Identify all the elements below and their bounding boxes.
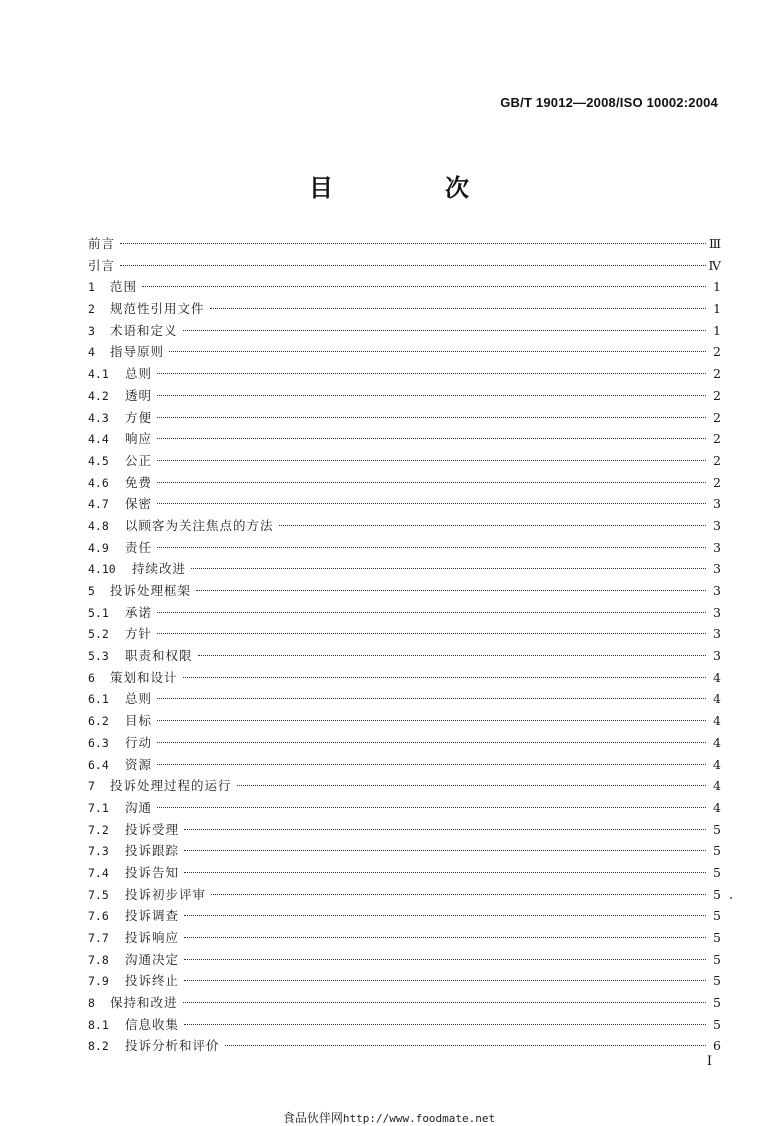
toc-entry-page: 5: [713, 886, 721, 902]
toc-dot-leader: [184, 915, 706, 916]
toc-entry: [88, 949, 721, 971]
toc-entry-number: 4.10: [88, 562, 116, 577]
toc-dot-leader: [183, 677, 706, 678]
toc-entry: [88, 363, 721, 385]
toc-entry-label: 沟通决定: [125, 951, 180, 967]
toc-entry-number: 7.2: [88, 822, 109, 837]
toc-entry-label: 资源: [125, 756, 153, 772]
toc-entry: [88, 710, 721, 732]
toc-entry-number: 4.7: [88, 497, 109, 512]
toc-entry-page: 5: [713, 930, 721, 945]
toc-entry: [88, 385, 721, 407]
toc-entry-page: 2: [713, 344, 721, 360]
toc-entry-number: 4.4: [88, 432, 109, 447]
toc-entry-page: 4: [713, 669, 721, 685]
toc-entry: [88, 1035, 721, 1057]
toc-entry-number: 4.3: [88, 410, 109, 425]
toc-dot-leader: [184, 980, 706, 981]
toc-dot-leader: [183, 330, 706, 331]
watermark: [0, 1109, 778, 1126]
toc-entry-number: 4: [88, 345, 95, 360]
toc-entry: [88, 407, 721, 429]
toc-entry-label: 持续改进: [132, 561, 187, 577]
toc-entry-label: 免费: [125, 474, 153, 490]
toc-dot-leader: [157, 547, 706, 548]
toc-entry-number: 8.2: [88, 1039, 109, 1054]
toc-entry-page: 5: [713, 1016, 721, 1032]
toc-entry-label: 投诉响应: [125, 930, 180, 945]
toc-entry-number: 3: [88, 323, 95, 338]
toc-entry-page: 1: [713, 301, 721, 317]
toc-entry: [88, 472, 721, 494]
toc-entry-label: 投诉跟踪: [125, 843, 180, 859]
toc-entry-page: 1: [713, 322, 721, 338]
toc-entry-page: 4: [713, 756, 721, 772]
toc-entry: [88, 840, 721, 862]
watermark-url: http://www.foodmate.net: [342, 1112, 496, 1125]
toc-dot-leader: [225, 1045, 706, 1046]
toc-entry-label: 总则: [125, 366, 153, 382]
scan-speck: [730, 897, 732, 899]
toc-entry-number: 6.2: [88, 714, 109, 729]
toc-entry-page: 5: [713, 821, 721, 837]
toc-entry: [88, 255, 721, 277]
toc-dot-leader: [198, 655, 706, 656]
toc-entry-page: 3: [713, 583, 721, 598]
toc-entry-number: 5.2: [88, 627, 109, 642]
toc-entry-number: 7.1: [88, 800, 109, 815]
toc-entry-page: 3: [713, 496, 721, 512]
toc-entry-page: 3: [713, 517, 721, 533]
toc-entry-label: 透明: [125, 387, 153, 403]
toc-entry: [88, 905, 721, 927]
toc-entry-page: 3: [713, 648, 721, 664]
toc-entry-label: 沟通: [125, 799, 153, 815]
toc-entry-number: 4.8: [88, 518, 109, 533]
toc-entry-number: 7.5: [88, 887, 109, 902]
toc-dot-leader: [157, 417, 706, 418]
toc-entry: [88, 580, 721, 602]
toc-entry-label: 保持和改进: [110, 995, 178, 1011]
toc-entry-page: 5: [713, 951, 721, 967]
toc-entry-number: 6.4: [88, 757, 109, 772]
toc-dot-leader: [157, 373, 706, 374]
toc-entry: [88, 732, 721, 754]
toc-entry: [88, 927, 721, 949]
toc-entry-label: 范围: [110, 279, 138, 295]
toc-entry-page: Ⅳ: [708, 257, 721, 273]
toc-entry-number: 1: [88, 280, 95, 295]
toc-dot-leader: [184, 1024, 706, 1025]
toc-entry: [88, 970, 721, 992]
toc-entry-label: 投诉受理: [125, 821, 180, 837]
toc-dot-leader: [169, 351, 706, 352]
toc-entry-number: 7.3: [88, 844, 109, 859]
toc-entry-label: 投诉处理框架: [110, 583, 192, 598]
toc-entry-page: 3: [713, 561, 721, 577]
toc-entry: [88, 428, 721, 450]
toc-entry-page: 3: [713, 539, 721, 555]
toc-dot-leader: [237, 785, 706, 786]
toc-dot-leader: [210, 308, 706, 309]
toc-entry-label: 承诺: [125, 604, 153, 620]
toc-entry-number: 7.6: [88, 909, 109, 924]
toc-entry-number: 4.9: [88, 540, 109, 555]
toc-entry: [88, 602, 721, 624]
toc-entry-label: 投诉处理过程的运行: [110, 778, 232, 794]
toc-entry-page: 5: [713, 995, 721, 1011]
table-of-contents: [88, 233, 721, 1057]
toc-entry-page: 2: [713, 366, 721, 382]
toc-dot-leader: [184, 850, 706, 851]
toc-entry-page: 4: [713, 799, 721, 815]
toc-entry-label: 指导原则: [110, 344, 165, 360]
toc-entry: [88, 298, 721, 320]
toc-entry-number: 4.1: [88, 367, 109, 382]
toc-entry-page: 3: [713, 604, 721, 620]
toc-entry-number: 8: [88, 996, 95, 1011]
toc-entry-number: 4.2: [88, 388, 109, 403]
toc-entry-number: 5.1: [88, 605, 109, 620]
toc-entry-label: 信息收集: [125, 1016, 180, 1032]
toc-entry: [88, 515, 721, 537]
toc-entry-page: 2: [713, 409, 721, 425]
toc-entry-label: 保密: [125, 496, 153, 512]
toc-entry: [88, 558, 721, 580]
toc-dot-leader: [157, 438, 706, 439]
toc-entry-number: 2: [88, 302, 95, 317]
toc-entry-number: 6.1: [88, 692, 109, 707]
toc-dot-leader: [191, 568, 706, 569]
toc-entry-label: 投诉分析和评价: [125, 1038, 220, 1054]
standard-code: GB/T 19012—2008/ISO 10002:2004: [500, 95, 718, 110]
toc-entry: [88, 233, 721, 255]
toc-dot-leader: [184, 872, 706, 873]
toc-entry: [88, 862, 721, 884]
toc-entry-label: 策划和设计: [110, 669, 178, 685]
toc-entry-label: 责任: [125, 539, 153, 555]
toc-entry: [88, 537, 721, 559]
toc-entry: [88, 341, 721, 363]
page-folio: I: [706, 1054, 712, 1069]
toc-dot-leader: [142, 286, 706, 287]
toc-dot-leader: [157, 698, 706, 699]
toc-entry-label: 投诉告知: [125, 864, 180, 880]
toc-entry-page: 2: [713, 474, 721, 490]
toc-dot-leader: [157, 460, 706, 461]
toc-dot-leader: [157, 503, 706, 504]
toc-entry: [88, 797, 721, 819]
toc-entry-label: 方便: [125, 409, 153, 425]
toc-entry-label: 响应: [125, 431, 153, 447]
toc-entry-label: 公正: [125, 452, 153, 468]
toc-entry: [88, 992, 721, 1014]
toc-title: 目 次: [309, 173, 513, 202]
toc-dot-leader: [157, 633, 706, 634]
toc-dot-leader: [184, 829, 706, 830]
toc-dot-leader: [157, 395, 706, 396]
toc-entry-page: 5: [713, 843, 721, 859]
toc-entry-page: 2: [713, 452, 721, 468]
toc-entry-number: 6: [88, 670, 95, 685]
toc-dot-leader: [120, 265, 705, 266]
toc-entry-page: 5: [713, 973, 721, 989]
toc-dot-leader: [120, 243, 706, 244]
toc-entry-number: 7: [88, 779, 95, 794]
toc-entry-label: 投诉终止: [125, 973, 180, 989]
toc-entry-page: 4: [713, 691, 721, 707]
toc-entry-label: 投诉初步评审: [125, 886, 207, 902]
toc-entry-label: 术语和定义: [110, 322, 178, 338]
toc-dot-leader: [157, 612, 706, 613]
toc-dot-leader: [211, 894, 706, 895]
toc-entry-label: 目标: [125, 713, 153, 729]
toc-entry-label: 前言: [88, 236, 116, 251]
toc-entry-page: 2: [713, 387, 721, 403]
toc-entry-label: 总则: [125, 691, 153, 707]
toc-dot-leader: [157, 742, 706, 743]
toc-dot-leader: [157, 720, 706, 721]
toc-entry-number: 7.7: [88, 931, 109, 945]
toc-entry-page: 5: [713, 908, 721, 924]
toc-entry: [88, 754, 721, 776]
toc-entry: [88, 276, 721, 298]
toc-entry-label: 引言: [88, 257, 116, 273]
toc-entry-page: 2: [713, 431, 721, 447]
watermark-site: 食品伙伴网: [282, 1111, 343, 1125]
toc-entry-number: 7.4: [88, 865, 109, 880]
toc-entry: [88, 884, 721, 906]
toc-entry-number: 6.3: [88, 735, 109, 750]
toc-entry-label: 职责和权限: [125, 648, 193, 664]
toc-entry-label: 规范性引用文件: [110, 301, 205, 317]
toc-entry: [88, 667, 721, 689]
toc-dot-leader: [157, 764, 706, 765]
toc-dot-leader: [184, 959, 706, 960]
toc-entry: [88, 1014, 721, 1036]
toc-dot-leader: [183, 1002, 706, 1003]
toc-entry-label: 投诉调查: [125, 908, 180, 924]
toc-dot-leader: [157, 807, 706, 808]
toc-entry-number: 7.8: [88, 952, 109, 967]
toc-entry-number: 7.9: [88, 974, 109, 989]
toc-entry: [88, 320, 721, 342]
toc-entry-page: 4: [713, 713, 721, 729]
toc-entry-label: 以顾客为关注焦点的方法: [125, 517, 274, 533]
toc-entry-number: 5: [88, 584, 95, 598]
toc-entry: [88, 493, 721, 515]
toc-entry-page: 4: [713, 778, 721, 794]
toc-entry: [88, 688, 721, 710]
toc-entry-number: 8.1: [88, 1017, 109, 1032]
toc-entry-number: 4.6: [88, 475, 109, 490]
toc-entry: [88, 819, 721, 841]
toc-dot-leader: [196, 590, 706, 591]
toc-entry: [88, 775, 721, 797]
toc-entry-page: 3: [713, 626, 721, 642]
toc-entry-page: 1: [713, 279, 721, 295]
toc-entry-page: 6: [713, 1038, 721, 1054]
toc-entry-label: 行动: [125, 734, 153, 750]
toc-entry-label: 方针: [125, 626, 153, 642]
toc-entry-number: 4.5: [88, 453, 109, 468]
toc-entry-page: Ⅲ: [708, 236, 721, 251]
toc-entry-page: 5: [713, 864, 721, 880]
toc-entry: [88, 645, 721, 667]
toc-entry: [88, 450, 721, 472]
toc-dot-leader: [184, 937, 706, 938]
toc-dot-leader: [157, 482, 706, 483]
toc-dot-leader: [279, 525, 706, 526]
toc-entry: [88, 623, 721, 645]
toc-entry-number: 5.3: [88, 649, 109, 664]
toc-entry-page: 4: [713, 734, 721, 750]
